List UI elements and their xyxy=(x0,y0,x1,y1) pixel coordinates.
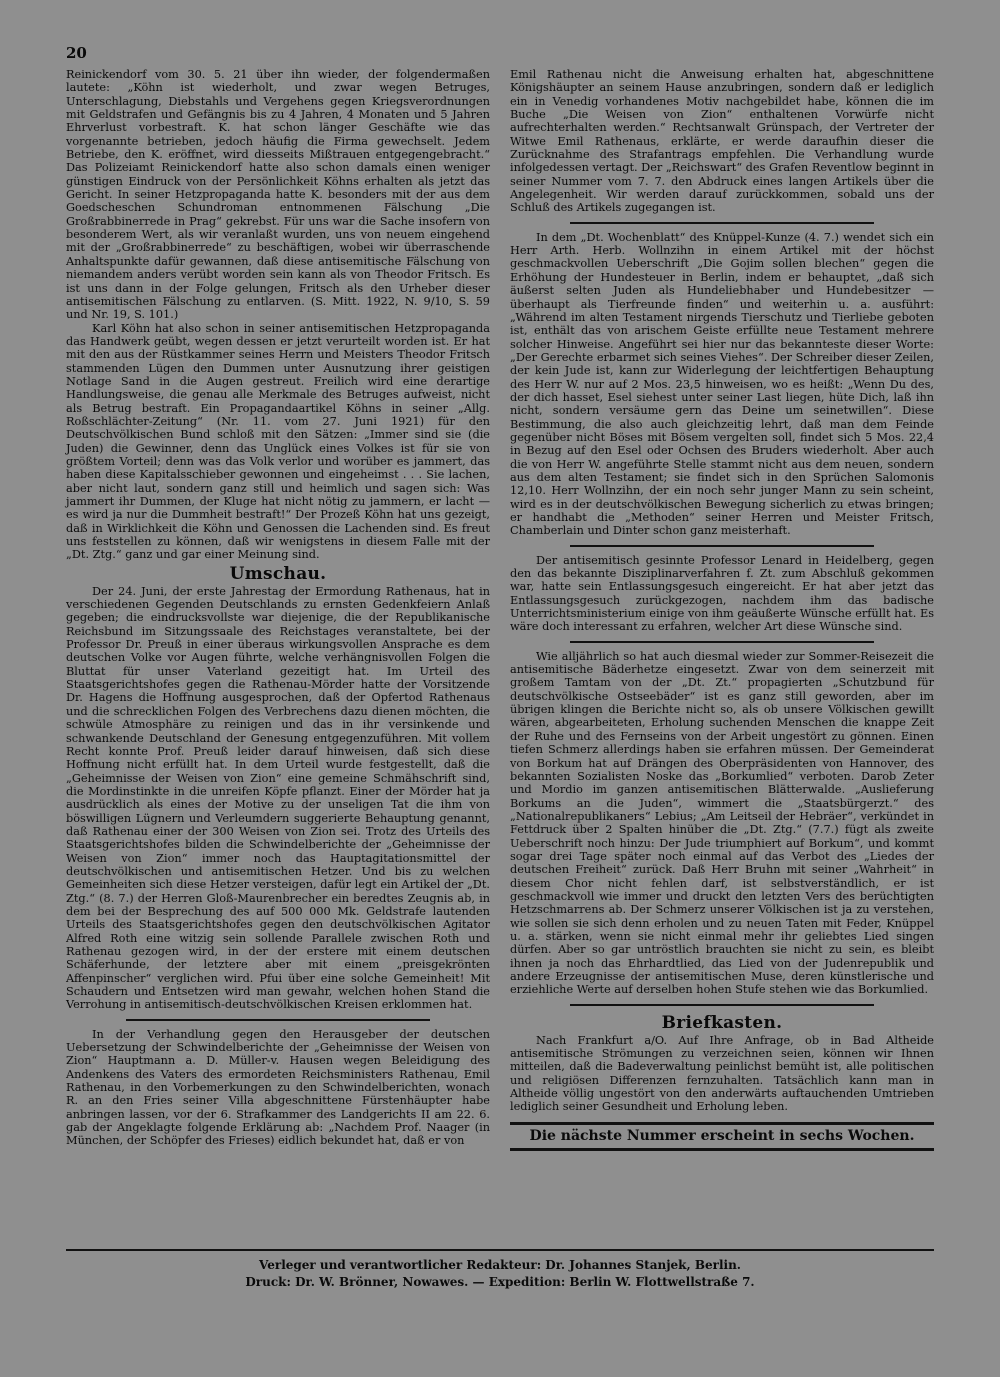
article-koehn-paragraph: Karl Köhn hat also schon in seiner antisemitischen Hetzpropaganda das Handwerk geübt, wegen dessen er jetzt verurteilt worden ist. Er hat mit den aus der Rüstkammer seines Herrn und Meisters Theodor Fritsch stammenden Lügen den Dummen unter Ausnutzung ihrer geistigen Notlage Sand in die Augen gestreut. Freilich wird eine derartige Handlungsweise, die genau alle Merkmale des Betruges aufweist, nicht als Betrug bestraft. Ein Propagandaartikel Köhns in seiner „Allg. Roßschlächter-Zeitung“ (Nr. 11. vom 27. Juni 1921) für den Deutschvölkischen Bund schloß mit den Sätzen: „Immer sind sie (die Juden) die Gewinner, denn das Unglück eines Volkes ist für sie von größtem Vorteil; denn was das Volk verlor und worüber es jammert, das haben diese Kapitalsschieber gewonnen und eingeheimst . . . Sie lachen, aber nicht laut, sondern ganz still und heimlich und sagen sich: Was jammert ihr Dummen, der Kluge hat nicht nötig zu jammern, er lacht — es wird ja nur die Dummheit bestraft!“ Der Prozeß Köhn hat uns gezeigt, daß in Wirklichkeit die Köhn und Genossen die Lachenden sind. Es freut uns feststellen zu können, daß wir wenigstens in diesem Falle mit der „Dt. Ztg.“ ganz und gar einer Meinung sind. xyxy=(66,321,490,562)
print-line: Druck: Dr. W. Brönner, Nowawes. — Expedition: Berlin W. Flottwellstraße 7. xyxy=(245,1275,755,1289)
rathenau-continuation: Emil Rathenau nicht die Anweisung erhalten hat, abgeschnittene Königshäupter an seinem Hause anzubringen, sondern daß er lediglich ein in Venedig vorhandenes Motiv nachgebildet habe, können die im Buche „Die Weisen von Zion“ enthaltenen Vorwürfe nicht aufrechterhalten werden.“ Rechtsanwalt Grünspach, der Vertreter der Witwe Emil Rathenaus, erklärte, er werde daraufhin dieser die Zurücknahme des Strafantrags empfehlen. Die Verhandlung wurde infolgedessen vertagt. Der „Reichswart“ des Grafen Reventlow beginnt in seiner Nummer vom 7. 7. den Abdruck eines langen Artikels über die Angelegenheit. Wir werden darauf zurückkommen, sobald uns der Schluß des Artikels zugegangen ist. xyxy=(510,68,934,215)
page-number: 20 xyxy=(66,44,87,62)
section-divider xyxy=(570,641,874,643)
section-divider xyxy=(126,1019,430,1021)
briefkasten-heading: Briefkasten. xyxy=(661,1012,783,1033)
left-column xyxy=(66,68,490,1148)
umschau-rathenau-paragraph: Der 24. Juni, der erste Jahrestag der Ermordung Rathenaus, hat in verschiedenen Gegenden Deutschlands zu ernsten Gedenkfeiern Anlaß gegeben; die eindrucksvollste war diejenige, die der Republikanische Reichsbund im Sitzungssaale des Reichstages veranstaltete, bei der Professor Dr. Preuß in einer überaus wirkungsvollen Ansprache es dem deutschen Volke vor Augen führte, welche verhängnisvollen Folgen die Bluttat für unser Vaterland gezeitigt hat. Im Urteil des Staatsgerichtshofes gegen die Rathenau-Mörder hatte der Vorsitzende Dr. Hagens die Hoffnung ausgesprochen, daß der Opfertod Rathenaus und die schrecklichen Folgen des Verbrechens dazu dienen möchten, die schwüle Atmosphäre zu reinigen und das in ihr versinkende und schwankende Deutschland der Genesung entgegenzuführen. Mit vollem Recht konnte Prof. Preuß leider darauf hinweisen, daß sich diese Hoffnung nicht erfüllt hat. In dem Urteil wurde festgestellt, daß die „Geheimnisse der Weisen von Zion“ eine gemeine Schmähschrift sind, die Mordinstinkte in die unreifen Köpfe pflanzt. Einer der Mörder hat ja ausdrücklich als eines der Motive zu der unseligen Tat die ihm von böswilligen Lügnern und Verleumdern suggerierte Behauptung genannt, daß Rathenau einer der 300 Weisen von Zion sei. Trotz des Urteils des Staatsgerichtshofes bilden die Schwindelberichte der „Geheimnisse der Weisen von Zion“ immer noch das Hauptagitationsmittel der deutschvölkischen und antisemitischen Hetzer. Und bis zu welchen Gemeinheiten sich diese Hetzer versteigen, dafür legt ein Artikel der „Dt. Ztg.“ (8. 7.) der Herren Gloß-Maurenbrecher ein beredtes Zeugnis ab, in dem bei der Besprechung des auf 500 000 Mk. Geldstrafe lautenden Urteils des Staatsgerichtshofes gegen den deutschvölkischen Agitator Alfred Roth eine witzig sein sollende Parallele zwischen Roth und Rathenau gezogen wird, in der der erstere mit einem deutschen Schäferhunde, der letztere aber mit einem „preisgekrönten Affenpinscher“ verglichen wird. Pfui über eine solche Gemeinheit! Mit Schaudern und Entsetzen wird man gewahr, welchen hohen Stand die Verrohung in antisemitisch-deutschvölkischen Kreisen erklommen hat. xyxy=(66,584,490,1012)
section-divider xyxy=(570,222,874,224)
wochenblatt-paragraph: In dem „Dt. Wochenblatt“ des Knüppel-Kunze (4. 7.) wendet sich ein Herr Arth. Herb. Wollnzihn in einem Artikel mit der höchst geschmackvollen Ueberschrift „Die Gojim sollen blechen“ gegen die Erhöhung der Hundesteuer in Berlin, indem er behauptet, „daß sich äußerst selten Juden als Hundeliebhaber und Hundebesitzer — überhaupt als Tierfreunde finden“ und weiterhin u. a. ausführt: „Während im alten Testament nirgends Tierschutz und Tierliebe geboten ist, enthält das von arischem Geiste erfüllte neue Testament mehrere solcher Hinweise. Angeführt sei hier nur das bekannteste dieser Worte: „Der Gerechte erbarmet sich seines Viehes“. Der Schreiber dieser Zeilen, der kein Jude ist, kann zur Widerlegung der leichtfertigen Behauptung des Herr W. nur auf 2 Mos. 23,5 hinweisen, wo es heißt: „Wenn Du des, der dich hasset, Esel siehest unter seiner Last liegen, hüte Dich, laß ihn nicht, sondern versäume gern das Deine um seinetwillen“. Diese Bestimmung, die also auch gleichzeitig lehrt, daß man dem Feinde gegenüber nicht Böses mit Bösem vergelten soll, findet sich 5 Mos. 22,4 in Bezug auf den Esel oder Ochsen des Bruders wiederholt. Aber auch die von Herr W. angeführte Stelle stammt nicht aus dem neuen, sondern aus dem alten Testament; sie findet sich in den Sprüchen Salomonis 12,10. Herr Wollnzihn, der ein noch sehr junger Mann zu sein scheint, wird es in der deutschvölkischen Bewegung sicherlich zu etwas bringen; er handhabt die „Methoden“ seiner Herren und Meister Fritsch, Chamberlain und Dinter schon ganz meisterhaft. xyxy=(510,230,934,538)
muller-hausen-paragraph: In der Verhandlung gegen den Herausgeber der deutschen Uebersetzung der Schwindelberichte der „Geheimnisse der Weisen von Zion“ Hauptmann a. D. Müller-v. Hausen wegen Beleidigung des Andenkens des Vaters des ermordeten Reichsministers Rathenau, Emil Rathenau, in den Vorbemerkungen zu den Schwindelberichten, wonach R. an den Fries seiner Villa abgeschnittene Fürstenhäupter habe anbringen lassen, vor der 6. Strafkammer des Landgerichts II am 22. 6. gab der Angeklagte folgende Erklärung ab: „Nachdem Prof. Naager (in München, der Schöpfer des Frieses) eidlich bekundet hat, daß er von xyxy=(66,1027,490,1148)
baederhetze-paragraph: Wie alljährlich so hat auch diesmal wieder zur Sommer-Reisezeit die antisemitische Bäderhetze eingesetzt. Zwar von dem seinerzeit mit großem Tamtam von der „Dt. Zt.“ propagierten „Schutzbund für deutschvölkische Ostseebäder“ ist es ganz still geworden, aber im übrigen klingen die Berichte nicht so, als ob unsere Völkischen gewillt wären, abgearbeiteten, Erholung suchenden Menschen die knappe Zeit der Ruhe und des Fernseins von der Arbeit ungestört zu gönnen. Einen tiefen Schmerz allerdings haben sie erfahren müssen. Der Gemeinderat von Borkum hat auf Drängen des Oberpräsidenten von Hannover, des bekannten Sozialisten Noske das „Borkumlied“ verboten. Darob Zeter und Mordio im ganzen antisemitischen Blätterwalde. „Auslieferung Borkums an die Juden“, wimmert die „Staatsbürgerzt.“ des „Nationalrepublikaners“ Lebius; „Am Leitseil der Hebräer“, verkündet in Fettdruck über 2 Spalten hinüber die „Dt. Ztg.“ (7.7.) fügt als zweite Ueberschrift noch hinzu: Der Jude triumphiert auf Borkum“, und kommt sogar drei Tage später noch einmal auf das Verbot des „Liedes der deutschen Freiheit“ zurück. Daß Herr Bruhn mit seiner „Wahrheit“ in diesem Chor nicht fehlen darf, ist selbstverständlich, er ist geschmackvoll wie immer und druckt den letzten Vers des berüchtigten Hetzschmarrens ab. Der Schmerz unserer Völkischen ist ja zu verstehen, wie sollen sie sich denn erholen und zu neuen Taten mit Feder, Knüppel u. a. stärken, wenn sie nicht einmal mehr ihr geliebtes Lied singen dürfen. Aber so gar untröstlich brauchten sie nicht zu sein, es bleibt ihnen ja noch das Ehrhardtlied, das Lied von der Judenrepublik und andere Erzeugnisse der antisemitischen Muse, deren künstlerische und erziehliche Werte auf derselben hohen Stufe stehen wie das Borkumlied. xyxy=(510,649,934,997)
section-divider xyxy=(570,545,874,547)
briefkasten-paragraph: Nach Frankfurt a/O. Auf Ihre Anfrage, ob in Bad Altheide antisemitische Strömungen zu verzeichnen seien, können wir Ihnen mitteilen, daß die Badeverwaltung peinlichst bemüht ist, alle politischen und religiösen Differenzen fernzuhalten. Tatsächlich kann man in Altheide völlig ungestört von den anderwärts auftauchenden Umtrieben lediglich seiner Gesundheit und Erholung leben. xyxy=(510,1033,934,1114)
right-column xyxy=(510,68,934,1151)
umschau-heading: Umschau. xyxy=(229,563,327,584)
next-issue-notice: Die nächste Nummer erscheint in sechs Wochen. xyxy=(510,1122,934,1151)
section-divider xyxy=(570,1004,874,1006)
imprint-footer xyxy=(66,1249,934,1291)
article-koehn-continuation: Reinickendorf vom 30. 5. 21 über ihn wieder, der folgendermaßen lautete: „Köhn ist wiederholt, und zwar wegen Betruges, Unterschlagung, Diebstahls und Vergehens gegen Kriegsverordnungen mit Geldstrafen und Gefängnis bis zu 4 Jahren, 4 Monaten und 5 Jahren Ehrverlust vorbestraft. K. hat schon länger Geschäfte wie das vorgenannte betrieben, jedoch häufig die Firma gewechselt. Jedem Betriebe, den K. eröffnet, wird diesseits Mißtrauen entgegengebracht.“ Das Polizeiamt Reinickendorf hatte also schon damals einen weniger günstigen Eindruck von der Persönlichkeit Köhns erhalten als jetzt das Gericht. In seiner Hetzpropaganda hatte K. besonders mit der aus dem Goedscheschen Schundroman entnommenen Fälschung „Die Großrabbinerrede in Prag“ gekrebst. Für uns war die Sache insofern von besonderem Wert, als wir veranlaßt wurden, uns von neuem eingehend mit der „Großrabbinerrede“ zu beschäftigen, wobei wir überraschende Anhaltspunkte dafür gewannen, daß diese antisemitische Fälschung von niemandem anders verübt worden sein kann als von Theodor Fritsch. Es ist uns dann in der Folge gelungen, Fritsch als den Urheber dieser antisemitischen Fälschung zu entlarven. (S. Mitt. 1922, N. 9/10, S. 59 und Nr. 19, S. 101.) xyxy=(66,68,490,322)
lenard-paragraph: Der antisemitisch gesinnte Professor Lenard in Heidelberg, gegen den das bekannte Disziplinarverfahren f. Zt. zum Abschluß gekommen war, hatte sein Entlassungsgesuch eingereicht. Er hat aber jetzt das Entlassungsgesuch zurückgezogen, nachdem ihm das badische Unterrichtsministerium einige von ihm geäußerte Wünsche erfüllt hat. Es wäre doch interessant zu erfahren, welcher Art diese Wünsche sind. xyxy=(510,553,934,634)
publisher-line: Verleger und verantwortlicher Redakteur: Dr. Johannes Stanjek, Berlin. xyxy=(259,1258,741,1272)
